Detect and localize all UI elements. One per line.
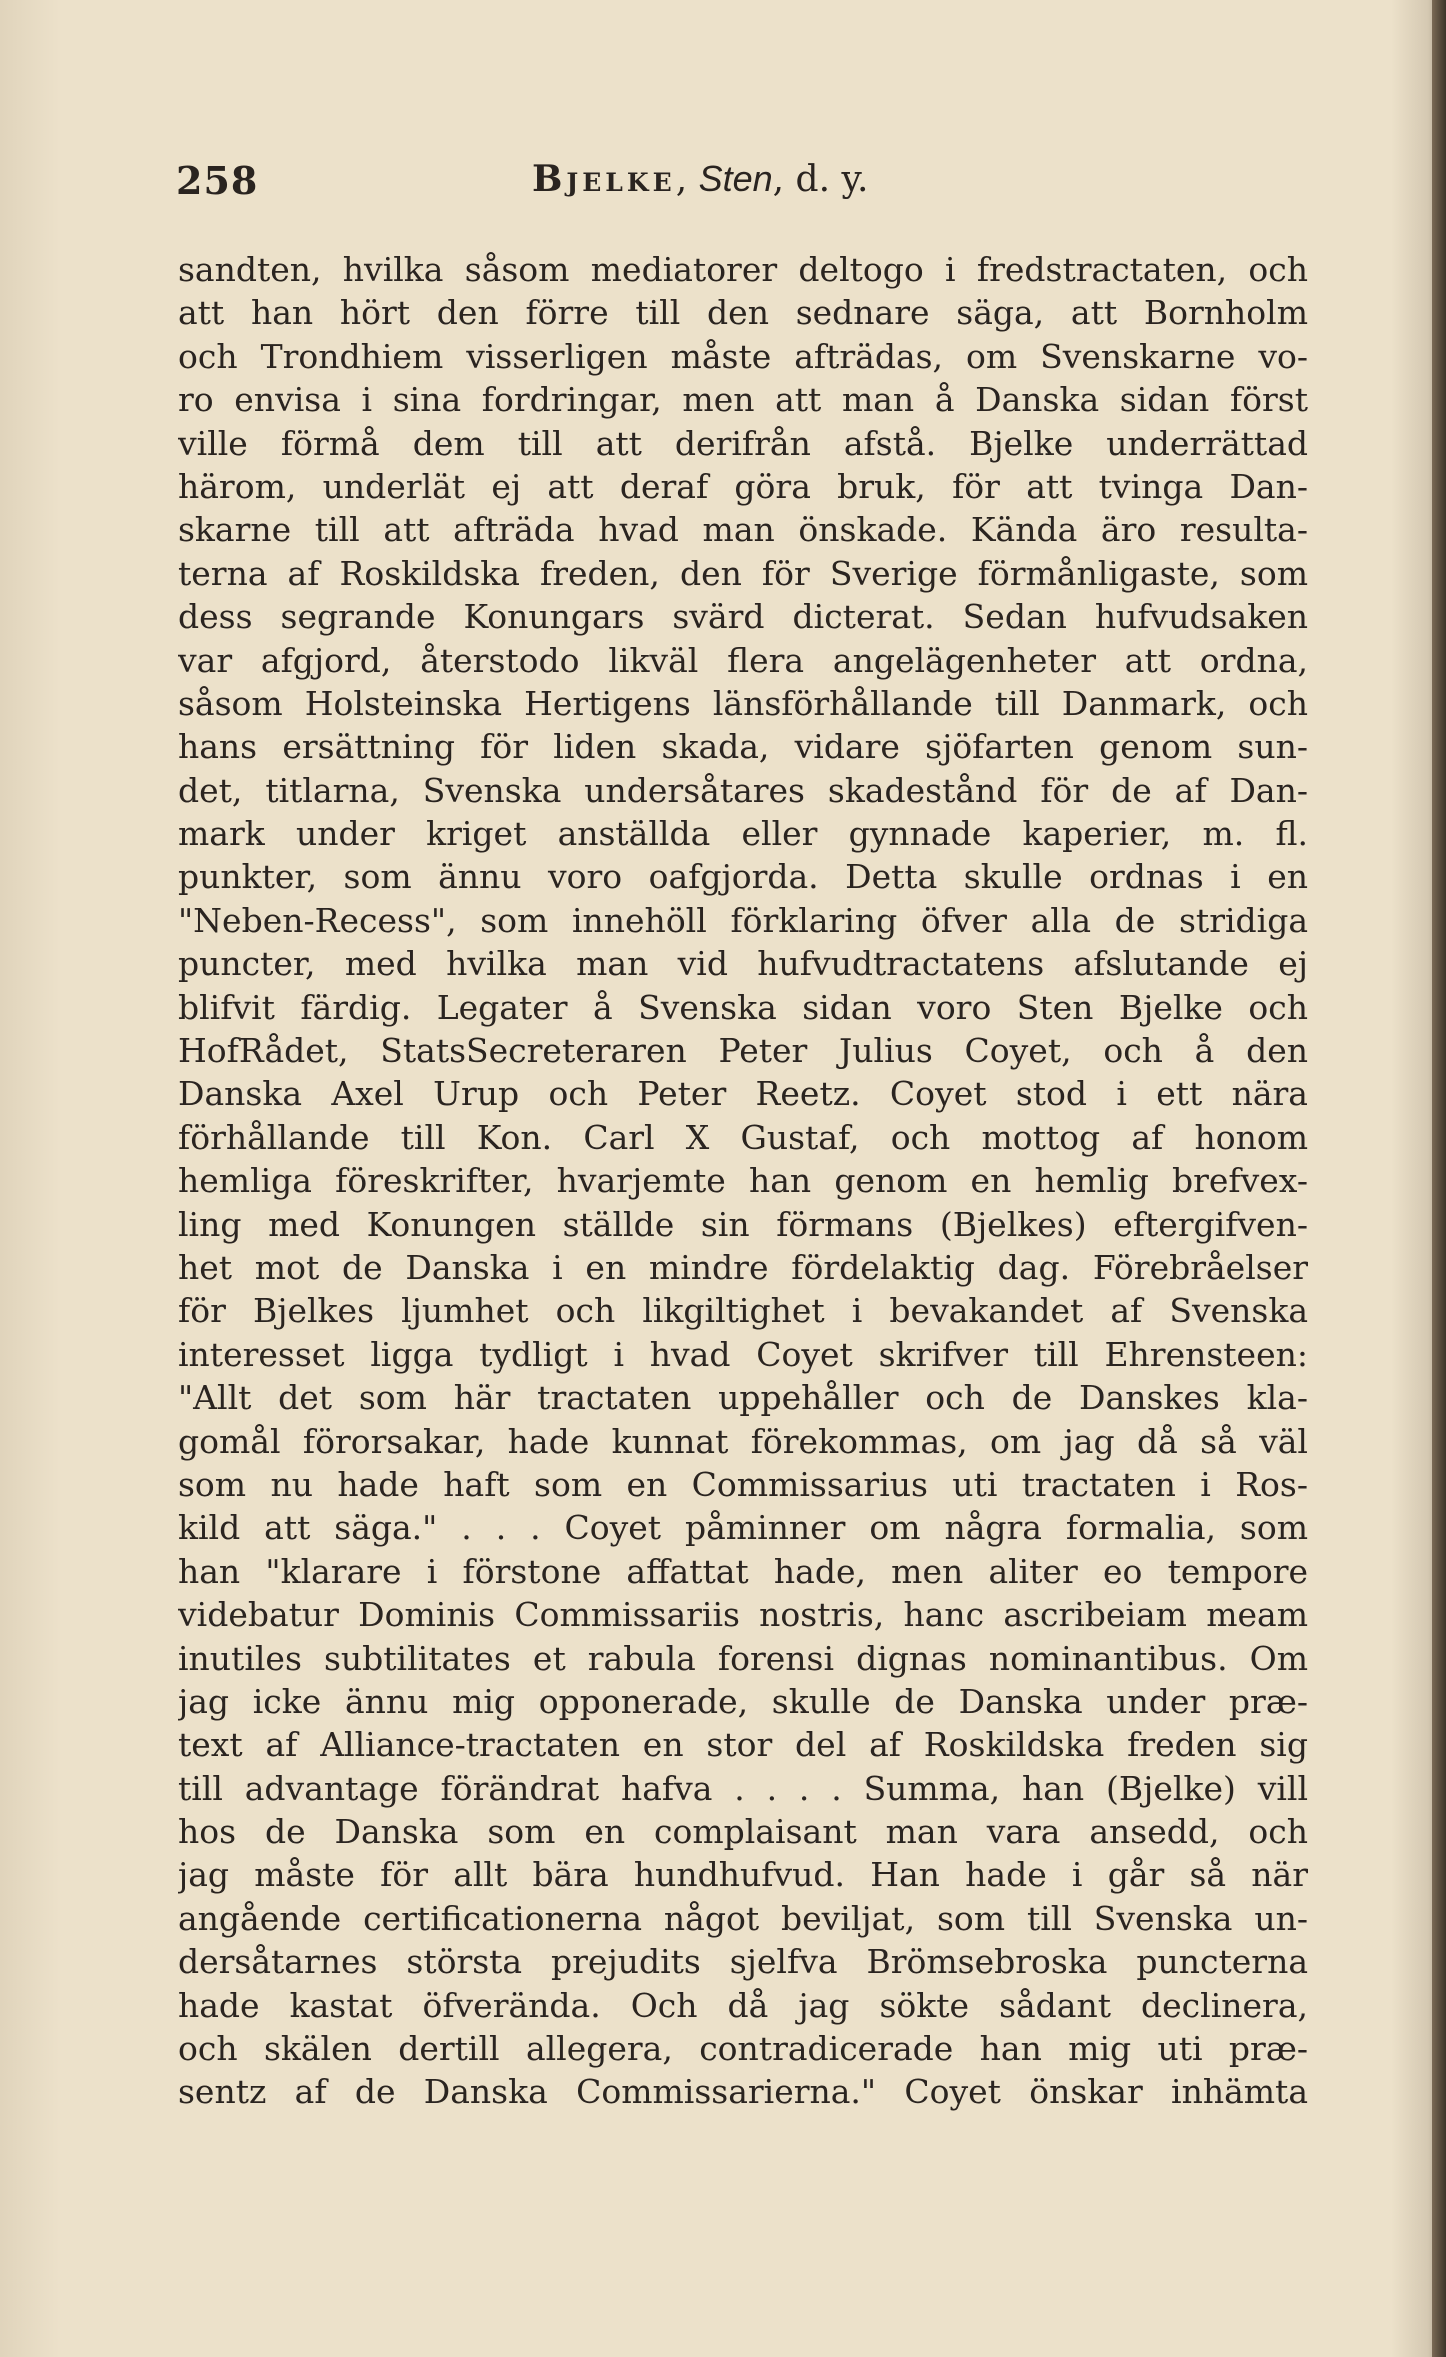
text-line: kild att säga." . . . Coyet påminner om några formalia, som (178, 1508, 1308, 1548)
text-line: såsom Holsteinska Hertigens länsförhållande till Danmark, och (178, 683, 1308, 723)
text-line: HofRådet, StatsSecreteraren Peter Julius Coyet, och å den (178, 1031, 1308, 1071)
text-line: gomål förorsakar, hade kunnat förekommas, om jag då så väl (178, 1421, 1308, 1461)
text-line: till advantage förändrat hafva . . . . Summa, han (Bjelke) vill (178, 1768, 1308, 1808)
text-line: inutiles subtilitates et rabula forensi dignas nominantibus. Om (178, 1638, 1308, 1678)
text-line: "Neben-Recess", som innehöll förklaring öfver alla de stridiga (178, 900, 1308, 940)
text-line: hos de Danska som en complaisant man vara ansedd, och (178, 1812, 1308, 1852)
text-line: att han hört den förre till den sednare säga, att Bornholm (178, 293, 1308, 333)
text-line: och Trondhiem visserligen måste afträdas, om Svenskarne vo- (178, 336, 1308, 376)
text-line: hade kastat öfverända. Och då jag sökte sådant declinera, (178, 1985, 1308, 2025)
text-line: härom, underlät ej att deraf göra bruk, för att tvinga Dan- (178, 466, 1308, 506)
text-line: det, titlarna, Svenska undersåtares skadestånd för de af Dan- (178, 770, 1308, 810)
text-line: jag måste för allt bära hundhufvud. Han hade i går så när (178, 1855, 1308, 1895)
text-line: videbatur Dominis Commissariis nostris, hanc ascribeiam meam (178, 1595, 1308, 1635)
running-head-name: Sten (698, 158, 773, 199)
text-line: text af Alliance-tractaten en stor del af Roskildska freden sig (178, 1725, 1308, 1765)
text-line: jag icke ännu mig opponerade, skulle de Danska under præ- (178, 1681, 1308, 1721)
text-line: punkter, som ännu voro oafgjorda. Detta skulle ordnas i en (178, 857, 1308, 897)
text-line: hemliga föreskrifter, hvarjemte han genom en hemlig brefvex- (178, 1161, 1308, 1201)
text-line: terna af Roskildska freden, den för Sverige förmånligaste, som (178, 553, 1308, 593)
text-line: för Bjelkes ljumhet och likgiltighet i bevakandet af Svenska (178, 1291, 1308, 1331)
text-line: sentz af de Danska Commissarierna." Coyet önskar inhämta (178, 2072, 1308, 2112)
running-head: Bjelke, Sten, d. y. (532, 158, 869, 200)
page-number: 258 (176, 158, 259, 203)
text-line: Danska Axel Urup och Peter Reetz. Coyet stod i ett nära (178, 1074, 1308, 1114)
text-line: förhållande till Kon. Carl X Gustaf, och mottog af honom (178, 1117, 1308, 1157)
text-line: angående certificationerna något beviljat, som till Svenska un- (178, 1898, 1308, 1938)
text-line: ling med Konungen ställde sin förmans (Bjelkes) eftergifven- (178, 1204, 1308, 1244)
text-line: han "klarare i förstone affattat hade, men aliter eo tempore (178, 1551, 1308, 1591)
text-line: ville förmå dem till att derifrån afstå. Bjelke underrättad (178, 423, 1308, 463)
text-line: mark under kriget anställda eller gynnade kaperier, m. fl. (178, 814, 1308, 854)
text-line: puncter, med hvilka man vid hufvudtractatens afslutande ej (178, 944, 1308, 984)
page-edge-shadow (1432, 0, 1446, 2357)
text-line: blifvit färdig. Legater å Svenska sidan voro Sten Bjelke och (178, 987, 1308, 1027)
running-head-suffix: d. y. (795, 159, 869, 200)
text-line: het mot de Danska i en mindre fördelaktig dag. Förebråelser (178, 1247, 1308, 1287)
text-line: dersåtarnes största prejudits sjelfva Brömsebroska puncterna (178, 1942, 1308, 1982)
text-line: dess segrande Konungars svärd dicterat. Sedan hufvudsaken (178, 597, 1308, 637)
text-line: skarne till att afträda hvad man önskade. Kända äro resulta- (178, 510, 1308, 550)
text-line: som nu hade haft som en Commissarius uti tractaten i Ros- (178, 1464, 1308, 1504)
page-header (176, 158, 1306, 208)
text-line: interesset ligga tydligt i hvad Coyet skrifver till Ehrensteen: (178, 1334, 1308, 1374)
body-text (178, 248, 1308, 2114)
running-head-author: Bjelke (532, 158, 676, 200)
text-line: ro envisa i sina fordringar, men att man å Danska sidan först (178, 380, 1308, 420)
text-line: var afgjord, återstodo likväl flera angelägenheter att ordna, (178, 640, 1308, 680)
text-line: hans ersättning för liden skada, vidare sjöfarten genom sun- (178, 727, 1308, 767)
text-line: sandten, hvilka såsom mediatorer deltogo i fredstractaten, och (178, 250, 1308, 289)
text-line: "Allt det som här tractaten uppehåller och de Danskes kla- (178, 1378, 1308, 1418)
text-line: och skälen dertill allegera, contradicerade han mig uti præ- (178, 2029, 1308, 2069)
